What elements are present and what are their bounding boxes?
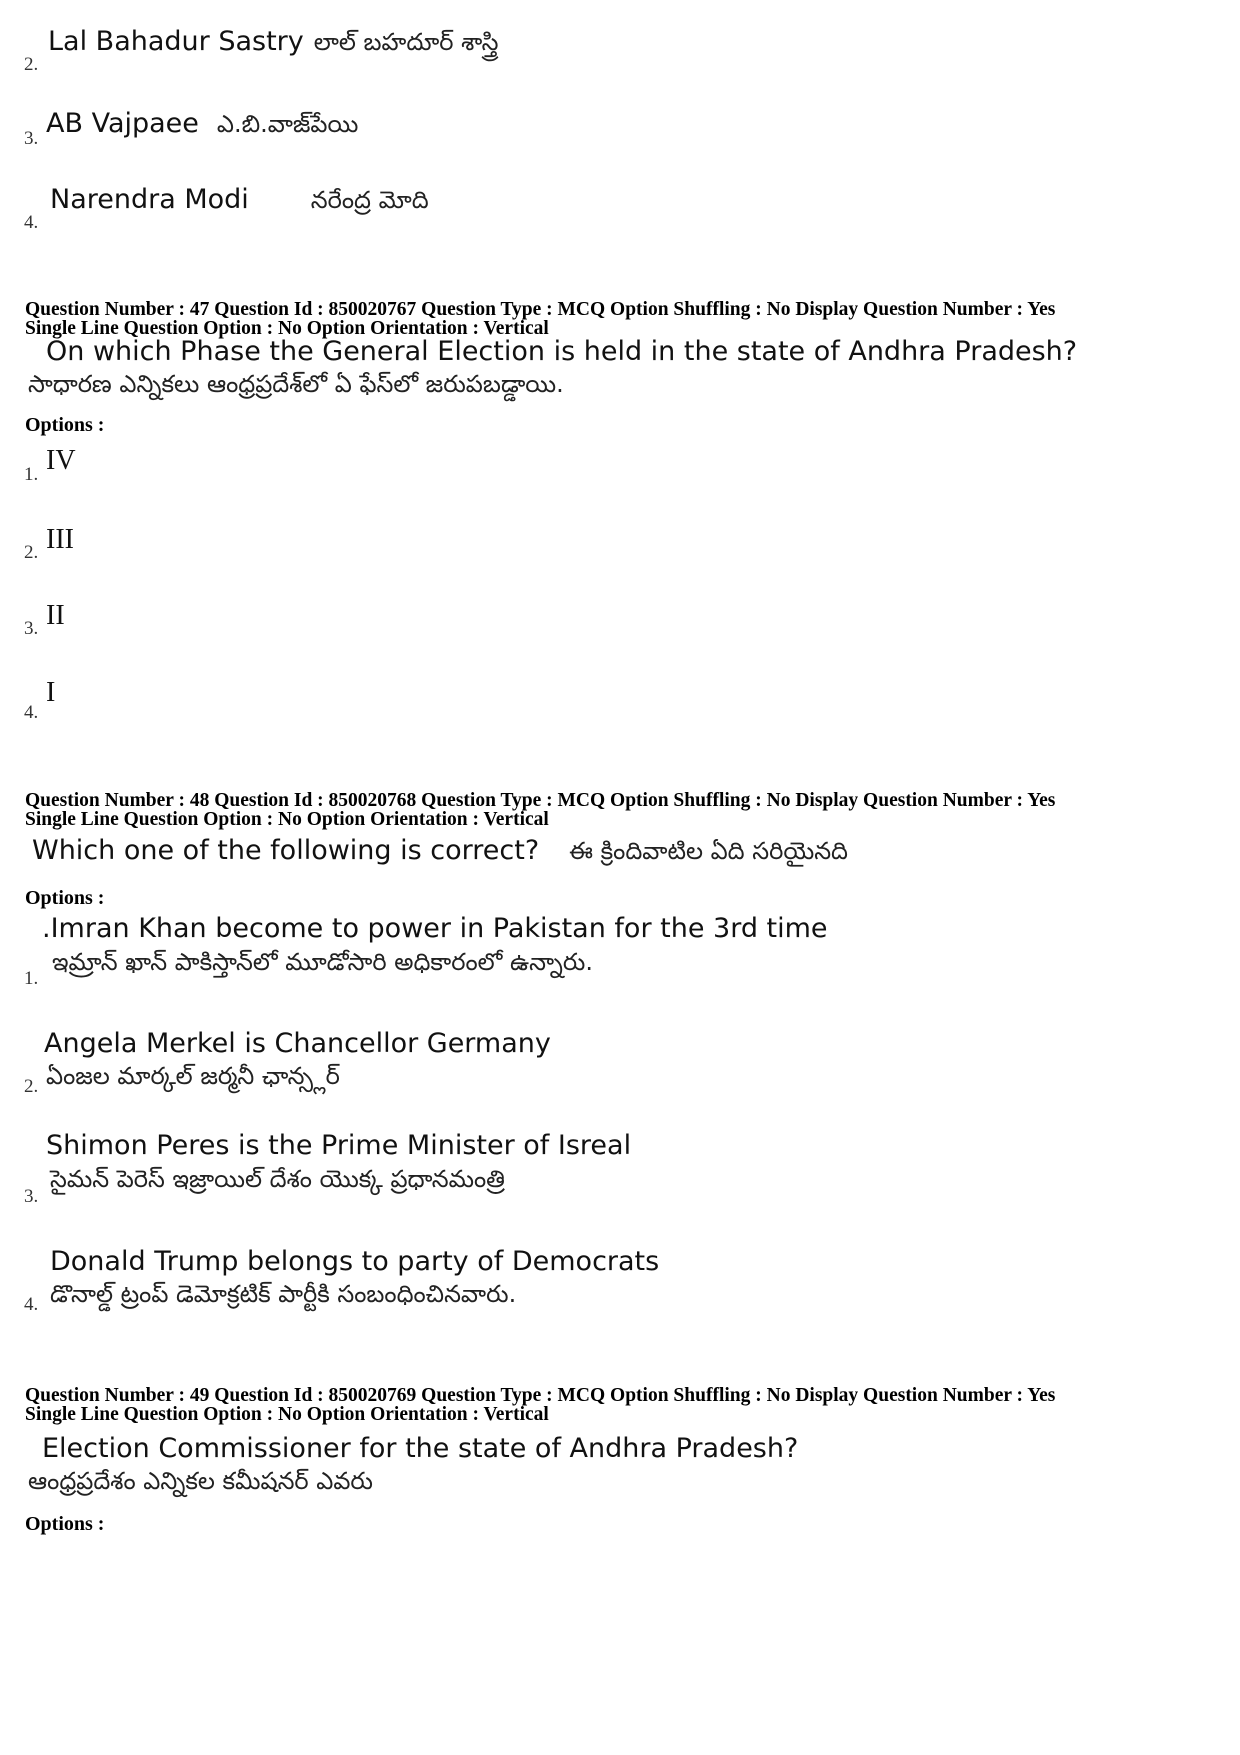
option-number: 4. [24,1294,39,1315]
option-number: 3. [24,1186,39,1207]
option-text: I [46,677,56,708]
question-meta: Question Number : 47 Question Id : 850020767 Question Type : MCQ Option Shuffling : No Display Question Number : Yes [25,299,1056,320]
question-meta: Single Line Question Option : No Option Orientation : Vertical [25,1404,549,1425]
option-text: .Imran Khan become to power in Pakistan for the 3rd time [42,913,828,944]
question-text: Election Commissioner for the state of Andhra Pradesh? [42,1433,799,1464]
options-label: Options : [25,414,105,436]
option-number: 3. [24,618,39,639]
option-text: Shimon Peres is the Prime Minister of Isreal [46,1130,632,1161]
option-text: Angela Merkel is Chancellor Germany [44,1028,551,1059]
option-text: Narendra Modi నరేంద్ర మోది [50,184,429,215]
option-number: 4. [24,702,39,723]
option-text: IV [46,445,76,476]
options-label: Options : [25,887,105,909]
option-text: III [46,524,74,555]
option-number: 2. [24,542,39,563]
option-text-telugu: ఏంజల మార్కల్ జర్మనీ ఛాన్స్లర్ [46,1062,340,1090]
option-text: Lal Bahadur Sastry లాల్ బహదూర్ శాస్త్రి [48,26,499,57]
option-number: 4. [24,212,39,233]
question-text: On which Phase the General Election is held in the state of Andhra Pradesh? [46,336,1078,367]
option-text: Donald Trump belongs to party of Democrats [50,1246,660,1277]
question-meta: Single Line Question Option : No Option Orientation : Vertical [25,809,549,830]
option-number: 2. [24,1076,39,1097]
option-number: 1. [24,968,39,989]
question-meta: Question Number : 48 Question Id : 850020768 Question Type : MCQ Option Shuffling : No Display Question Number : Yes [25,790,1056,811]
question-text-telugu: సాధారణ ఎన్నికలు ఆంధ్రప్రదేశ్‌లో ఏ ఫేస్‌లో జరుపబడ్డాయి. [28,370,564,398]
option-text: II [46,600,65,631]
question-text: Which one of the following is correct? ఈ క్రిందివాటిల ఏది సరియైనది [32,835,848,866]
option-text-telugu: డొనాల్డ్ ట్రంప్ డెమోక్రటిక్ పార్టీకి సంబంధించినవారు. [50,1280,517,1308]
option-number: 3. [24,128,39,149]
option-number: 2. [24,54,39,75]
option-text: AB Vajpaee ఎ.బి.వాజ్‌పేయి [46,108,359,139]
question-text-telugu: ఆంధ్రప్రదేశం ఎన్నికల కమీషనర్ ఎవరు [28,1467,373,1495]
question-meta: Question Number : 49 Question Id : 850020769 Question Type : MCQ Option Shuffling : No Display Question Number : Yes [25,1385,1056,1406]
question-meta: Single Line Question Option : No Option Orientation : Vertical [25,318,549,339]
option-text-telugu: ఇమ్రాన్ ఖాన్ పాకిస్తాన్‌లో మూడోసారి అధికారంలో ఉన్నారు. [52,948,593,976]
option-number: 1. [24,464,39,485]
option-text-telugu: సైమన్ పెరెస్ ఇజ్రాయిల్ దేశం యొక్క ప్రధానమంత్రి [50,1165,505,1193]
options-label: Options : [25,1513,105,1535]
